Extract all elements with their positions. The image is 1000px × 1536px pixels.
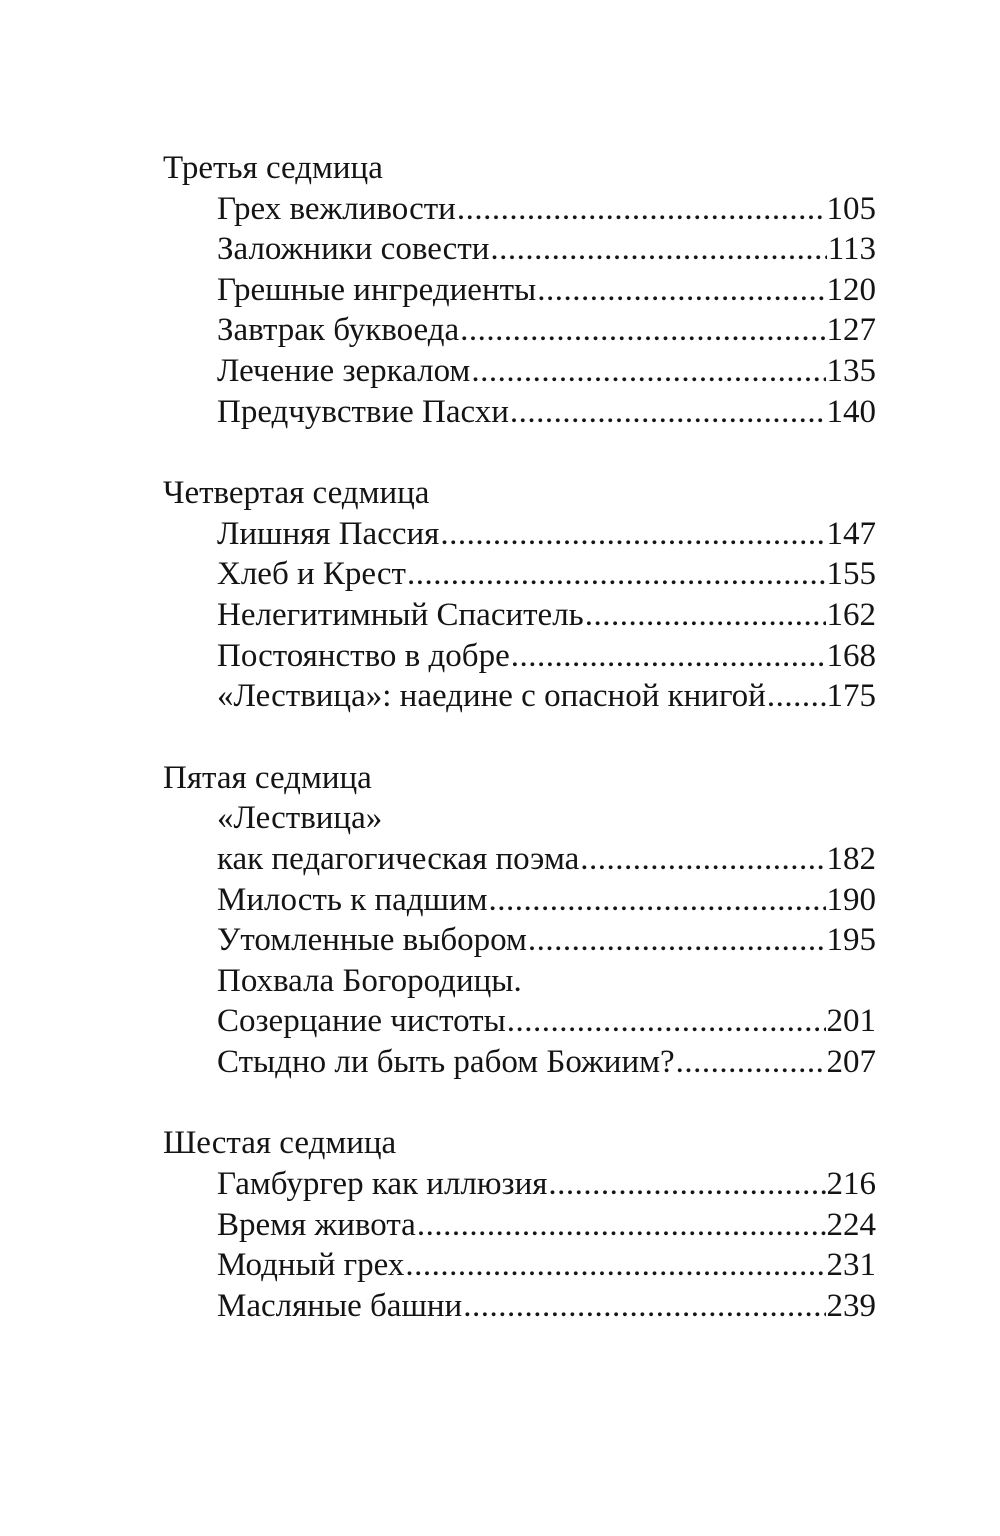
toc-entry[interactable]	[217, 351, 876, 392]
toc-section	[0, 1123, 1000, 1326]
section-title: Пятая седмица	[163, 759, 372, 796]
dot-leader	[471, 351, 825, 392]
toc-entry[interactable]	[217, 1001, 876, 1042]
toc-entry[interactable]	[217, 880, 876, 921]
dot-leader	[417, 1205, 826, 1246]
entry-title: Предчувствие Пасхи	[217, 393, 509, 430]
entry-page-number: 127	[826, 312, 876, 349]
dot-leader	[767, 676, 826, 717]
dot-leader	[489, 880, 826, 921]
toc-section	[0, 473, 1000, 717]
entry-title: Лишняя Пассия	[217, 515, 440, 552]
entry-title: «Лествица»: наедине с опасной книгой	[217, 678, 766, 715]
dot-leader	[585, 595, 826, 636]
toc-entry[interactable]	[217, 676, 876, 717]
entry-page-number: 155	[826, 556, 876, 593]
dot-leader	[507, 1001, 826, 1042]
entry-title: Хлеб и Крест	[217, 556, 406, 593]
entry-page-number: 231	[826, 1247, 876, 1284]
toc-entry[interactable]	[217, 189, 876, 230]
entry-page-number: 201	[826, 1003, 876, 1040]
toc-entry[interactable]	[217, 392, 876, 433]
toc-entry[interactable]	[217, 636, 876, 677]
entry-title: Масляные башни	[217, 1287, 463, 1324]
entry-page-number: 135	[826, 352, 876, 389]
section-title: Четвертая седмица	[163, 475, 430, 512]
dot-leader	[463, 1286, 825, 1327]
entry-title: Стыдно ли быть рабом Божиим?	[217, 1043, 675, 1080]
entry-title: Созерцание чистоты	[217, 1003, 506, 1040]
entry-title: как педагогическая поэма	[217, 840, 580, 877]
entry-page-number: 113	[827, 231, 876, 268]
entry-page-number: 140	[826, 393, 876, 430]
dot-leader	[407, 554, 826, 595]
entry-page-number: 207	[826, 1043, 876, 1080]
dot-leader	[537, 270, 825, 311]
entry-page-number: 182	[826, 840, 876, 877]
entry-title: Модный грех	[217, 1247, 405, 1284]
dot-leader	[580, 839, 825, 880]
toc-section	[0, 148, 1000, 432]
entry-title: Лечение зеркалом	[217, 352, 471, 389]
entry-title: Утомленные выбором	[217, 922, 527, 959]
dot-leader	[490, 229, 826, 270]
entry-title: Милость к падшим	[217, 881, 488, 918]
entry-page-number: 190	[826, 881, 876, 918]
entry-page-number: 120	[826, 271, 876, 308]
entry-title: Заложники совести	[217, 231, 490, 268]
toc-entry[interactable]	[217, 514, 876, 555]
dot-leader	[548, 1164, 825, 1205]
entry-page-number: 147	[826, 515, 876, 552]
entry-title: Гамбургер как иллюзия	[217, 1166, 548, 1203]
toc-section	[0, 758, 1000, 1083]
table-of-contents	[0, 148, 1000, 1367]
dot-leader	[511, 636, 826, 677]
dot-leader	[528, 920, 826, 961]
section-title: Третья седмица	[163, 150, 383, 186]
entry-title: Грех вежливости	[217, 190, 456, 227]
entry-page-number: 175	[826, 678, 876, 715]
entry-title: Время живота	[217, 1206, 416, 1243]
entry-title: Нелегитимный Спаситель	[217, 596, 584, 633]
toc-entry[interactable]	[217, 1245, 876, 1286]
dot-leader	[440, 514, 825, 555]
toc-entry[interactable]	[217, 310, 876, 351]
dot-leader	[460, 310, 825, 351]
entry-title-line-1[interactable]: Похвала Богородицы.	[217, 962, 522, 999]
entry-page-number: 239	[826, 1287, 876, 1324]
toc-entry[interactable]	[217, 554, 876, 595]
toc-entry[interactable]	[217, 270, 876, 311]
entry-title: Постоянство в добре	[217, 637, 510, 674]
entry-page-number: 224	[826, 1206, 876, 1243]
toc-entry[interactable]	[217, 229, 876, 270]
entry-page-number: 195	[826, 922, 876, 959]
dot-leader	[676, 1042, 826, 1083]
entry-page-number: 105	[826, 190, 876, 227]
toc-entry[interactable]	[217, 1042, 876, 1083]
toc-entry[interactable]	[217, 1286, 876, 1327]
entry-title: Грешные ингредиенты	[217, 271, 537, 308]
toc-entry[interactable]	[217, 839, 876, 880]
toc-entry[interactable]	[217, 595, 876, 636]
section-title: Шестая седмица	[163, 1125, 397, 1162]
entry-page-number: 168	[826, 637, 876, 674]
toc-entry[interactable]	[217, 1164, 876, 1205]
toc-entry[interactable]	[217, 1205, 876, 1246]
dot-leader	[510, 392, 826, 433]
dot-leader	[457, 189, 826, 230]
entry-page-number: 216	[826, 1166, 876, 1203]
dot-leader	[405, 1245, 825, 1286]
entry-title: Завтрак буквоеда	[217, 312, 460, 349]
entry-page-number: 162	[826, 596, 876, 633]
toc-entry[interactable]	[217, 920, 876, 961]
entry-title-line-1[interactable]: «Лествица»	[217, 800, 383, 837]
